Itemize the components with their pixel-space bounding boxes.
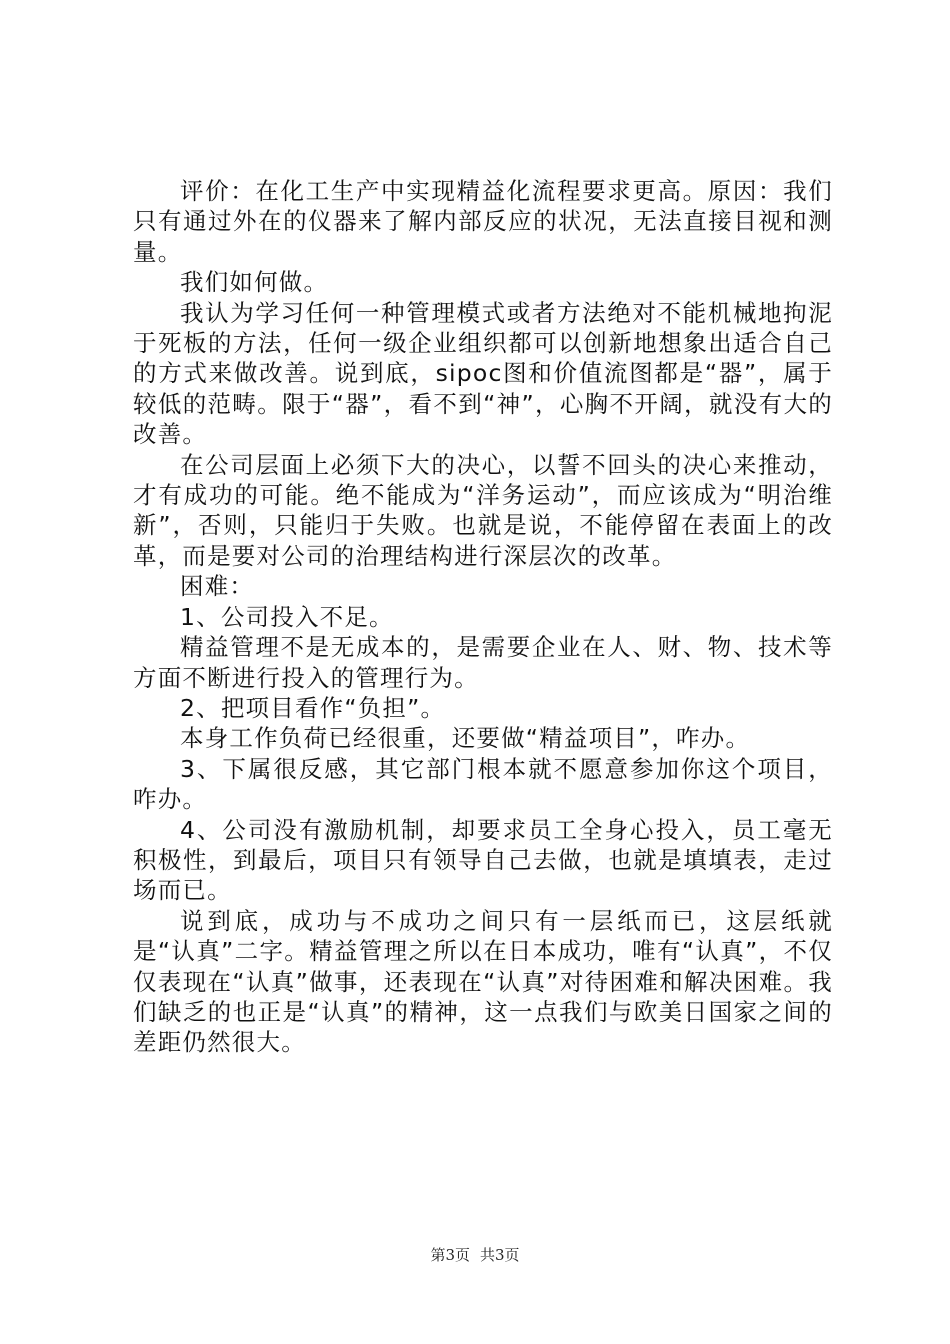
paragraph-company-resolve: 在公司层面上必须下大的决心，以誓不回头的决心来推动，才有成功的可能。绝不能成为“洋务运动”，而应该成为“明治维新”，否则，只能归于失败。也就是说，不能停留在表面上的改革，而是要对公司的治理结构进行深层次的改革。 [133,450,833,570]
paragraph-my-view: 我认为学习任何一种管理模式或者方法绝对不能机械地拘泥于死板的方法，任何一级企业组织都可以创新地想象出适合自己的方式来做改善。说到底，sipoc图和价值流图都是“器”，属于较低的范畴。限于“器”，看不到“神”，心胸不开阔，就没有大的改善。 [133,298,833,449]
paragraph-evaluation: 评价：在化工生产中实现精益化流程要求更高。原因：我们只有通过外在的仪器来了解内部反应的状况，无法直接目视和测量。 [133,177,833,266]
paragraph-difficulty-4: 4、公司没有激励机制，却要求员工全身心投入，员工毫无积极性，到最后，项目只有领导自己去做，也就是填填表，走过场而已。 [133,815,833,905]
paragraph-difficulty-3: 3、下属很反感，其它部门根本就不愿意参加你这个项目，咋办。 [133,754,833,814]
paragraph-difficulty-2-detail: 本身工作负荷已经很重，还要做“精益项目”，咋办。 [180,724,751,753]
paragraph-how-we-do: 我们如何做。 [180,268,329,297]
paragraph-difficulty-1-detail: 精益管理不是无成本的，是需要企业在人、财、物、技术等方面不断进行投入的管理行为。 [133,633,833,692]
paragraph-conclusion: 说到底，成功与不成功之间只有一层纸而已，这层纸就是“认真”二字。精益管理之所以在日本成功，唯有“认真”，不仅仅表现在“认真”做事，还表现在“认真”对待困难和解决困难。我们缺乏的也正是“认真”的精神，这一点我们与欧美日国家之间的差距仍然很大。 [133,906,833,1057]
page-footer [0,1244,950,1265]
page-number-total: 共3页 [480,1246,520,1264]
document-body [133,176,833,1058]
page-number-current: 第3页 [430,1246,470,1264]
paragraph-difficulty-2: 2、把项目看作“负担”。 [180,693,446,722]
paragraph-difficulty-1: 1、公司投入不足。 [180,602,394,631]
paragraph-difficulties-heading: 困难： [180,572,255,601]
